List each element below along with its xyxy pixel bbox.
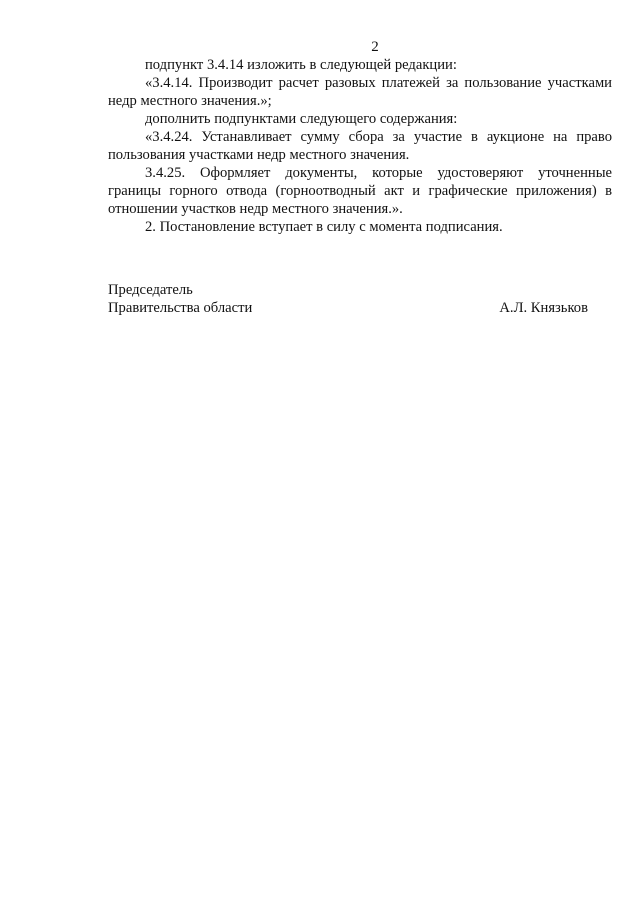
paragraph-clause-3-4-24: «3.4.24. Устанавливает сумму сбора за участие в аукционе на право пользования участками недр местного значения.	[108, 129, 612, 163]
signature-block	[108, 281, 612, 317]
paragraph-amend-3-4-14: подпункт 3.4.14 изложить в следующей редакции:	[145, 57, 457, 73]
signature-title-1: Председатель	[108, 282, 193, 298]
paragraph-clause-3-4-14: «3.4.14. Производит расчет разовых платежей за пользование участками недр местного значения.»;	[108, 75, 612, 109]
signature-title-line-2	[108, 299, 612, 317]
signature-title-line-1	[108, 281, 612, 299]
signatory-name: А.Л. Князьков	[499, 300, 588, 316]
page-number: 2	[371, 39, 379, 55]
signature-title-2: Правительства области	[108, 300, 253, 316]
paragraph-effective-date: 2. Постановление вступает в силу с момента подписания.	[145, 219, 503, 235]
paragraph-add-subclauses: дополнить подпунктами следующего содержания:	[145, 111, 458, 127]
paragraph-clause-3-4-25: 3.4.25. Оформляет документы, которые удостоверяют уточненные границы горного отвода (горноотводный акт и графические приложения) в отношении участков недр местного значения.».	[108, 165, 612, 217]
document-body	[108, 56, 612, 236]
